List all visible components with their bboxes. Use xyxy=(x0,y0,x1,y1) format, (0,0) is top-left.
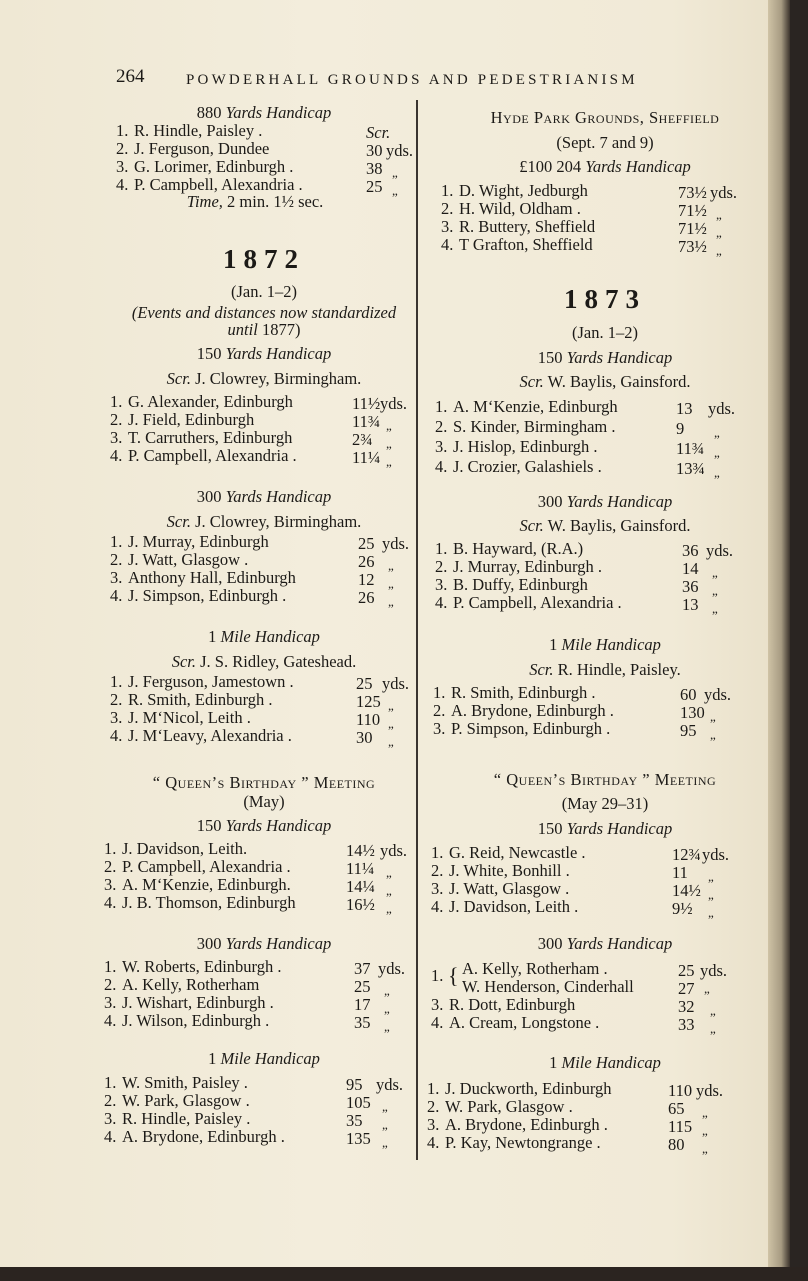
result-rank: 1. xyxy=(431,843,444,862)
result-name: Anthony Hall, Edinburgh xyxy=(128,568,296,587)
result-unit: „ xyxy=(716,225,722,240)
result-handicap: 13 xyxy=(676,399,693,418)
result-unit: „ xyxy=(714,425,720,440)
result-handicap: 25 xyxy=(354,977,371,996)
result-handicap: 25 xyxy=(366,177,383,196)
result-rank: 4. xyxy=(435,593,448,612)
result-name: G. Alexander, Edinburgh xyxy=(128,392,293,411)
result-rank: 4. xyxy=(104,893,117,912)
result-name: P. Campbell, Alexandria . xyxy=(453,593,622,612)
result-handicap: 11¼ xyxy=(352,448,381,467)
result-unit: „ xyxy=(388,734,394,749)
result-unit: yds. xyxy=(378,959,406,978)
bottom-edge xyxy=(0,1267,808,1281)
result-rank: 2. xyxy=(116,139,129,158)
result-handicap: 110 xyxy=(356,710,381,729)
result-handicap: 35 xyxy=(346,1111,363,1130)
result-handicap: 73½ xyxy=(678,237,707,256)
result-name: J. Watt, Glasgow . xyxy=(449,879,570,898)
result-name: J. Wilson, Edinburgh . xyxy=(122,1011,270,1030)
result-handicap: 13 xyxy=(682,595,699,614)
result-unit: „ xyxy=(386,436,392,451)
result-handicap: 25 xyxy=(356,674,373,693)
result-rank: 3. xyxy=(441,217,454,236)
result-name: J. Murray, Edinburgh . xyxy=(453,557,602,576)
result-unit: „ xyxy=(716,207,722,222)
result-unit: „ xyxy=(386,865,392,880)
result-unit: „ xyxy=(386,418,392,433)
result-unit: yds. xyxy=(708,399,736,418)
result-rank: 1. xyxy=(116,121,129,140)
race-time: Time, 2 min. 1½ sec. xyxy=(186,192,324,211)
result-rank: 1. xyxy=(110,672,123,691)
result-rank: 3. xyxy=(104,1109,117,1128)
result-handicap: 14½ xyxy=(346,841,375,860)
result-unit: „ xyxy=(388,594,394,609)
result-rank: 4. xyxy=(116,175,129,194)
section-title-150: 150 Yards Handicap xyxy=(537,348,673,367)
result-rank: 4. xyxy=(110,726,123,745)
result-rank: 2. xyxy=(104,975,117,994)
page-number: 264 xyxy=(116,66,145,87)
result-name: P. Campbell, Alexandria . xyxy=(128,446,297,465)
result-unit: „ xyxy=(702,1105,708,1120)
result-unit: „ xyxy=(710,1003,716,1018)
result-handicap: 36 xyxy=(682,541,699,560)
year-heading: 1872 xyxy=(223,244,305,274)
result-name: H. Wild, Oldham . xyxy=(459,199,581,218)
result-unit: „ xyxy=(386,454,392,469)
result-rank: 4. xyxy=(104,1127,117,1146)
result-unit: „ xyxy=(712,601,718,616)
result-unit: yds. xyxy=(380,394,408,413)
result-rank: 2. xyxy=(104,1091,117,1110)
result-unit: yds. xyxy=(382,534,410,553)
result-handicap: 125 xyxy=(356,692,381,711)
result-name: D. Wight, Jedburgh xyxy=(459,181,588,200)
result-handicap: 11 xyxy=(672,863,688,882)
scratch-line: Scr. R. Hindle, Paisley. xyxy=(529,660,681,679)
result-unit: „ xyxy=(386,901,392,916)
standardized-note-line2: until 1877) xyxy=(227,320,301,339)
section-title-150: 150 Yards Handicap xyxy=(196,816,332,835)
result-handicap: 9 xyxy=(676,419,685,438)
result-rank: 2. xyxy=(435,557,448,576)
result-handicap: 9½ xyxy=(672,899,693,918)
result-rank: 2. xyxy=(110,690,123,709)
result-handicap: 95 xyxy=(346,1075,363,1094)
result-unit: „ xyxy=(388,558,394,573)
result-name: A. M‘Kenzie, Edinburgh xyxy=(453,397,618,416)
result-name: W. Park, Glasgow . xyxy=(122,1091,250,1110)
result-handicap: 16½ xyxy=(346,895,375,914)
result-unit: yds. xyxy=(382,674,410,693)
brace-icon: { xyxy=(448,963,459,988)
result-unit: „ xyxy=(710,709,716,724)
result-unit: yds. xyxy=(706,541,734,560)
result-unit: „ xyxy=(702,1141,708,1156)
result-unit: „ xyxy=(382,1099,388,1114)
result-unit: „ xyxy=(388,576,394,591)
running-title: POWDERHALL GROUNDS AND PEDESTRIANISM xyxy=(186,72,638,88)
result-name: W. Smith, Paisley . xyxy=(122,1073,248,1092)
result-unit: „ xyxy=(714,465,720,480)
result-handicap: 13¾ xyxy=(676,459,705,478)
scratch-line: Scr. W. Baylis, Gainsford. xyxy=(519,516,691,535)
result-rank: 4. xyxy=(427,1133,440,1152)
result-name: P. Kay, Newtongrange . xyxy=(445,1133,601,1152)
result-rank: 2. xyxy=(431,861,444,880)
scratch-line: Scr. J. S. Ridley, Gateshead. xyxy=(171,652,357,671)
result-handicap: 38 xyxy=(366,159,383,178)
result-handicap: Scr. xyxy=(366,123,391,142)
section-title-880: 880 Yards Handicap xyxy=(196,103,332,122)
result-rank: 3. xyxy=(435,575,448,594)
result-unit: „ xyxy=(710,1021,716,1036)
result-handicap: 37 xyxy=(354,959,371,978)
section-title-300: 300 Yards Handicap xyxy=(537,492,673,511)
result-name: J. Davidson, Leith. xyxy=(122,839,248,858)
result-name: T. Carruthers, Edinburgh xyxy=(128,428,293,447)
result-unit: „ xyxy=(382,1135,388,1150)
result-unit: „ xyxy=(386,883,392,898)
result-unit: „ xyxy=(388,698,394,713)
result-name: J. Ferguson, Dundee xyxy=(134,139,270,158)
result-rank: 1. xyxy=(110,532,123,551)
result-rank: 1. xyxy=(104,1073,117,1092)
result-rank: 2. xyxy=(110,550,123,569)
result-handicap: 130 xyxy=(680,703,705,722)
result-rank: 2. xyxy=(427,1097,440,1116)
result-rank: 3. xyxy=(427,1115,440,1134)
result-handicap: 80 xyxy=(668,1135,685,1154)
result-rank: 3. xyxy=(433,719,446,738)
result-handicap: 33 xyxy=(678,1015,695,1034)
result-handicap: 11¾ xyxy=(352,412,381,431)
result-name: J. White, Bonhill . xyxy=(449,861,570,880)
section-title-300: 300 Yards Handicap xyxy=(537,934,673,953)
result-name: J. Duckworth, Edinburgh xyxy=(445,1079,612,1098)
result-handicap: 26 xyxy=(358,552,375,571)
scratch-line: Scr. J. Clowrey, Birmingham. xyxy=(166,369,362,388)
section-title-mile: 1 Mile Handicap xyxy=(549,635,661,654)
result-rank: 3. xyxy=(104,993,117,1012)
result-unit: yds. xyxy=(702,845,730,864)
meeting-date: (Sept. 7 and 9) xyxy=(556,133,654,152)
result-unit: „ xyxy=(384,1001,390,1016)
result-unit: yds. xyxy=(710,183,738,202)
section-title-mile: 1 Mile Handicap xyxy=(208,627,320,646)
result-rank: 2. xyxy=(110,410,123,429)
result-rank: 3. xyxy=(110,568,123,587)
year-heading: 1873 xyxy=(564,284,646,314)
result-handicap: 35 xyxy=(354,1013,371,1032)
result-rank: 2. xyxy=(435,417,448,436)
result-rank: 3. xyxy=(110,428,123,447)
result-rank: 1. xyxy=(435,397,448,416)
result-handicap: 115 xyxy=(668,1117,693,1136)
meeting-date: (May 29–31) xyxy=(561,794,649,813)
result-rank: 3. xyxy=(435,437,448,456)
page-edge xyxy=(768,0,790,1281)
result-handicap: 25 xyxy=(358,534,375,553)
result-rank: 1. xyxy=(110,392,123,411)
result-rank: 2. xyxy=(441,199,454,218)
result-rank: 1. xyxy=(433,683,446,702)
result-name: W. Park, Glasgow . xyxy=(445,1097,573,1116)
meeting-title: “ Queen’s Birthday ” Meeting xyxy=(493,770,717,789)
result-rank: 1. xyxy=(441,181,454,200)
result-handicap: 14½ xyxy=(672,881,701,900)
result-handicap: 110 xyxy=(668,1081,693,1100)
result-unit: „ xyxy=(716,243,722,258)
result-handicap: 36 xyxy=(682,577,699,596)
result-handicap: 105 xyxy=(346,1093,371,1112)
result-name: G. Lorimer, Edinburgh . xyxy=(134,157,294,176)
scratch-line: Scr. W. Baylis, Gainsford. xyxy=(519,372,691,391)
result-handicap: 2¾ xyxy=(352,430,373,449)
section-title-150: 150 Yards Handicap xyxy=(537,819,673,838)
result-rank: 3. xyxy=(431,879,444,898)
result-unit: yds. xyxy=(696,1081,724,1100)
result-handicap: 11½ xyxy=(352,394,381,413)
meeting-title: “ Queen’s Birthday ” Meeting xyxy=(152,773,376,792)
result-handicap: 73½ xyxy=(678,183,707,202)
section-title-300: 300 Yards Handicap xyxy=(196,934,332,953)
result-unit: „ xyxy=(712,583,718,598)
result-handicap: 95 xyxy=(680,721,697,740)
result-name: J. Hislop, Edinburgh . xyxy=(453,437,598,456)
result-rank: 4. xyxy=(441,235,454,254)
result-name: R. Smith, Edinburgh . xyxy=(451,683,596,702)
result-unit: „ xyxy=(392,183,398,198)
result-name: A. Cream, Longstone . xyxy=(449,1013,600,1032)
result-rank: 4. xyxy=(110,586,123,605)
result-rank: 4. xyxy=(435,457,448,476)
result-unit: „ xyxy=(714,445,720,460)
result-name: R. Hindle, Paisley . xyxy=(134,121,263,140)
result-rank: 4. xyxy=(104,1011,117,1030)
result-name: J. Watt, Glasgow . xyxy=(128,550,249,569)
result-rank: 2. xyxy=(433,701,446,720)
right-column: Hyde Park Grounds, Sheffield (Sept. 7 and 9) £100 204 Yards Handicap 1. D. Wight, Jedburgh 73½ yds. 2. H. Wild, Oldham . 71½ „ 3. R. Buttery, Sheffield 71½ „ 4. T Grafton, Sheffield 73½ „ 1873 (Jan. 1–2) 150 Yards Handicap Scr. W. Baylis, Gainsford. 1. A. M‘Kenzie, Edinburgh 13 yds. 2. S. Kinder, Birmingham . 9 „ 3. J. Hislop, Edinburgh . 11¾ „ 4. J. Crozier, Galashiels . 13¾ „ 300 Yards Handicap Scr. W. Baylis, Gainsford. 1. B. Hayward, (R.A.) 36 yds. 2. J. Murray, Edinburgh . 14 „ 3. B. Duffy, Edinburgh 36 „ 4. P. Campbell, Alexandria . 13 „ 1 Mile Handicap Scr. R. Hindle, Paisley. 1. R. Smith, Edinburgh . 60 yds. 2. A. Brydone, Edinburgh . 130 „ 3. P. Simpson, Edinburgh . 95 „ “ Queen’s Birthday ” Meeting (May 29–31) 150 Yards Handicap 1. G. Reid, Newcastle . 12¾ yds. 2. J. White, Bonhill . 11 „ 3. J. Watt, Glasgow . 14½ „ 4. J. Davidson, Leith . 9½ „ 300 Yards Handicap 1. { A. Kelly, Rotherham . 25 yds. W. Henderson, Cinderhall 27 „ 3. R. Dott, Edinburgh 32 „ 4. A. Cream, Longstone . 33 „ 1 Mile Handicap 1. J. Duckworth, Edinburgh 110 yds. 2. W. Park, Glasgow . 65 „ 3. A. Brydone, Edinburgh . 115 „ 4. P. Kay, Newtongrange . 80 „ xyxy=(0,0,790,1268)
result-unit: „ xyxy=(702,1123,708,1138)
result-unit: „ xyxy=(384,983,390,998)
result-unit: yds. xyxy=(386,141,414,160)
result-rank: 4. xyxy=(431,897,444,916)
result-name: J. Field, Edinburgh xyxy=(128,410,255,429)
result-name: J. Ferguson, Jamestown . xyxy=(128,672,294,691)
result-unit: yds. xyxy=(704,685,732,704)
result-name: A. Brydone, Edinburgh . xyxy=(445,1115,608,1134)
result-name: S. Kinder, Birmingham . xyxy=(453,417,616,436)
result-rank: 3. xyxy=(110,708,123,727)
result-unit: „ xyxy=(708,869,714,884)
result-rank: 4. xyxy=(110,446,123,465)
section-title-mile: 1 Mile Handicap xyxy=(208,1049,320,1068)
result-handicap: 14 xyxy=(682,559,699,578)
result-name: R. Smith, Edinburgh . xyxy=(128,690,273,709)
result-name: B. Hayward, (R.A.) xyxy=(453,539,584,558)
result-unit: yds. xyxy=(376,1075,404,1094)
result-name: J. M‘Leavy, Alexandria . xyxy=(128,726,292,745)
result-rank: 3. xyxy=(116,157,129,176)
result-name: T Grafton, Sheffield xyxy=(459,235,593,254)
result-rank: 1. xyxy=(427,1079,440,1098)
result-handicap: 71½ xyxy=(678,219,707,238)
result-name: J. Murray, Edinburgh xyxy=(128,532,269,551)
scratch-line: Scr. J. Clowrey, Birmingham. xyxy=(166,512,362,531)
result-unit: „ xyxy=(392,165,398,180)
result-rank: 4. xyxy=(431,1013,444,1032)
section-title-204: £100 204 Yards Handicap xyxy=(519,157,691,176)
section-title-mile: 1 Mile Handicap xyxy=(549,1053,661,1072)
section-title-150: 150 Yards Handicap xyxy=(196,344,332,363)
result-handicap: 30 xyxy=(356,728,373,747)
result-name: R. Buttery, Sheffield xyxy=(459,217,596,236)
standardized-note-line1: (Events and distances now standardized xyxy=(131,303,397,322)
result-rank: 2. xyxy=(104,857,117,876)
result-rank: 1. xyxy=(104,839,117,858)
result-unit: yds. xyxy=(380,841,408,860)
result-name: R. Hindle, Paisley . xyxy=(122,1109,251,1128)
result-name: P. Campbell, Alexandria . xyxy=(122,857,291,876)
result-name: J. M‘Nicol, Leith . xyxy=(128,708,251,727)
result-handicap: 32 xyxy=(678,997,695,1016)
section-title-300: 300 Yards Handicap xyxy=(196,487,332,506)
result-handicap: 11¼ xyxy=(346,859,375,878)
result-name: J. Crozier, Galashiels . xyxy=(453,457,602,476)
result-name: J. Wishart, Edinburgh . xyxy=(122,993,274,1012)
result-handicap: 60 xyxy=(680,685,697,704)
result-handicap: 135 xyxy=(346,1129,371,1148)
meeting-date: (May) xyxy=(243,792,285,811)
meeting-date: (Jan. 1–2) xyxy=(231,282,297,301)
result-unit: „ xyxy=(388,716,394,731)
result-unit: „ xyxy=(708,887,714,902)
result-name: W. Roberts, Edinburgh . xyxy=(122,957,282,976)
result-handicap: 14¼ xyxy=(346,877,375,896)
result-unit: „ xyxy=(708,905,714,920)
result-unit: „ xyxy=(382,1117,388,1132)
result-unit: „ xyxy=(712,565,718,580)
result-handicap: 11¾ xyxy=(676,439,705,458)
result-handicap: 17 xyxy=(354,995,371,1014)
meeting-date: (Jan. 1–2) xyxy=(572,323,638,342)
result-handicap: 71½ xyxy=(678,201,707,220)
result-name: B. Duffy, Edinburgh xyxy=(453,575,588,594)
result-name: J. Simpson, Edinburgh . xyxy=(128,586,287,605)
result-unit: „ xyxy=(384,1019,390,1034)
result-rank: 1. xyxy=(435,539,448,558)
result-handicap: 26 xyxy=(358,588,375,607)
result-unit: „ xyxy=(710,727,716,742)
result-rank: 3. xyxy=(431,995,444,1014)
result-name: P. Campbell, Alexandria . xyxy=(134,175,303,194)
result-name: A. Brydone, Edinburgh . xyxy=(122,1127,285,1146)
result-name: G. Reid, Newcastle . xyxy=(449,843,586,862)
result-name: P. Simpson, Edinburgh . xyxy=(451,719,611,738)
result-name: J. Davidson, Leith . xyxy=(449,897,579,916)
result-handicap: 65 xyxy=(668,1099,685,1118)
result-name: A. Brydone, Edinburgh . xyxy=(451,701,614,720)
result-name: R. Dott, Edinburgh xyxy=(449,995,576,1014)
result-handicap: 12¾ xyxy=(672,845,701,864)
result-rank: 3. xyxy=(104,875,117,894)
result-name: J. B. Thomson, Edinburgh xyxy=(122,893,296,912)
result-handicap: 12 xyxy=(358,570,375,589)
result-rank: 1. xyxy=(104,957,117,976)
result-name: A. Kelly, Rotherham xyxy=(122,975,260,994)
result-handicap: 30 xyxy=(366,141,383,160)
venue-title: Hyde Park Grounds, Sheffield xyxy=(490,108,720,127)
result-name: A. M‘Kenzie, Edinburgh. xyxy=(122,875,291,894)
